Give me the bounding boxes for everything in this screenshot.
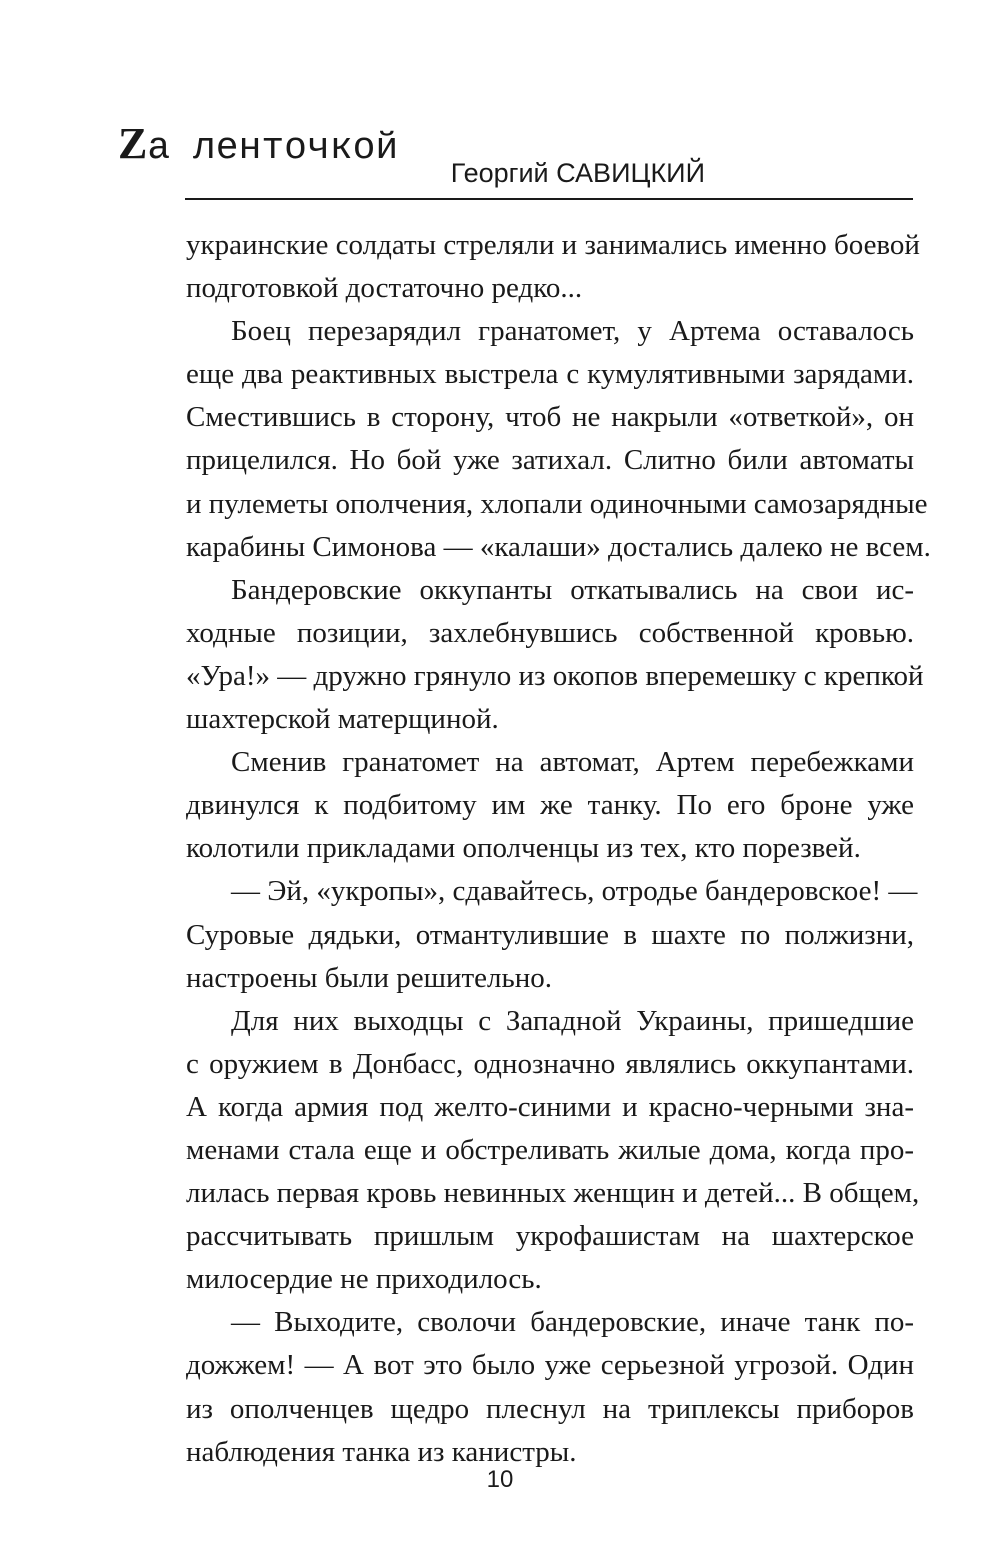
- text-line: лилась первая кровь невинных женщин и детей... В общем,: [186, 1177, 920, 1210]
- page-number: 10: [486, 1466, 514, 1493]
- header-divider: [185, 198, 913, 200]
- text-line: колотили прикладами ополченцы из тех, кто порезвей.: [186, 832, 861, 865]
- text-line: рассчитывать пришлым укрофашистам на шахтерское: [186, 1220, 914, 1253]
- text-line: А когда армия под желто-синими и красно-черными зна-: [186, 1090, 914, 1123]
- text-line: наблюдения танка из канистры.: [186, 1435, 577, 1468]
- text-line: из ополченцев щедро плеснул на триплексы приборов: [186, 1392, 914, 1425]
- text-line: и пулеметы ополчения, хлопали одиночными самозарядные: [186, 487, 928, 520]
- text-line: Боец перезарядил гранатомет, у Артема оставалось: [231, 315, 914, 348]
- text-line: Бандеровские оккупанты откатывались на свои ис-: [231, 573, 914, 606]
- text-line: двинулся к подбитому им же танку. По его броне уже: [186, 789, 914, 822]
- text-line: украинские солдаты стреляли и занимались именно боевой: [186, 229, 920, 261]
- text-line: шахтерской матерщиной.: [186, 703, 499, 736]
- series-logo: [118, 119, 399, 170]
- text-line: милосердие не приходилось.: [186, 1263, 542, 1296]
- text-line: карабины Симонова — «калаши» достались далеко не всем.: [186, 530, 931, 563]
- text-line: «Ура!» — дружно грянуло из окопов вперемешку с крепкой: [186, 659, 924, 692]
- text-line: еще два реактивных выстрела с кумулятивными зарядами.: [186, 358, 914, 391]
- author-name: Георгий САВИЦКИЙ: [450, 158, 705, 188]
- text-line: настроены были решительно.: [186, 961, 552, 994]
- text-line: Суровые дядьки, отмантулившие в шахте по полжизни,: [186, 918, 914, 951]
- text-line: Для них выходцы с Западной Украины, пришедшие: [231, 1004, 914, 1037]
- text-line: подготовкой достаточно редко...: [186, 272, 583, 305]
- text-line: прицелился. Но бой уже затихал. Слитно били автоматы: [186, 444, 914, 477]
- text-line: менами стала еще и обстреливать жилые дома, когда про-: [186, 1133, 914, 1166]
- text-line: с оружием в Донбасс, однозначно являлись оккупантами.: [186, 1047, 914, 1080]
- text-line: дожжем! — А вот это было уже серьезной угрозой. Один: [186, 1349, 914, 1382]
- text-line: ходные позиции, захлебнувшись собственной кровью.: [186, 616, 914, 649]
- text-line: Сменив гранатомет на автомат, Артем перебежками: [231, 746, 914, 779]
- series-logo-initial: Z: [118, 119, 148, 168]
- text-line: — Выходите, сволочи бандеровские, иначе танк по-: [231, 1306, 914, 1339]
- text-line: — Эй, «укропы», сдавайтесь, отродье бандеровское! —: [231, 875, 918, 908]
- page-text-body: [186, 224, 931, 1474]
- text-line: Сместившись в сторону, чтоб не накрыли «ответкой», он: [186, 401, 914, 434]
- series-logo-text: а ленточкой: [147, 127, 399, 170]
